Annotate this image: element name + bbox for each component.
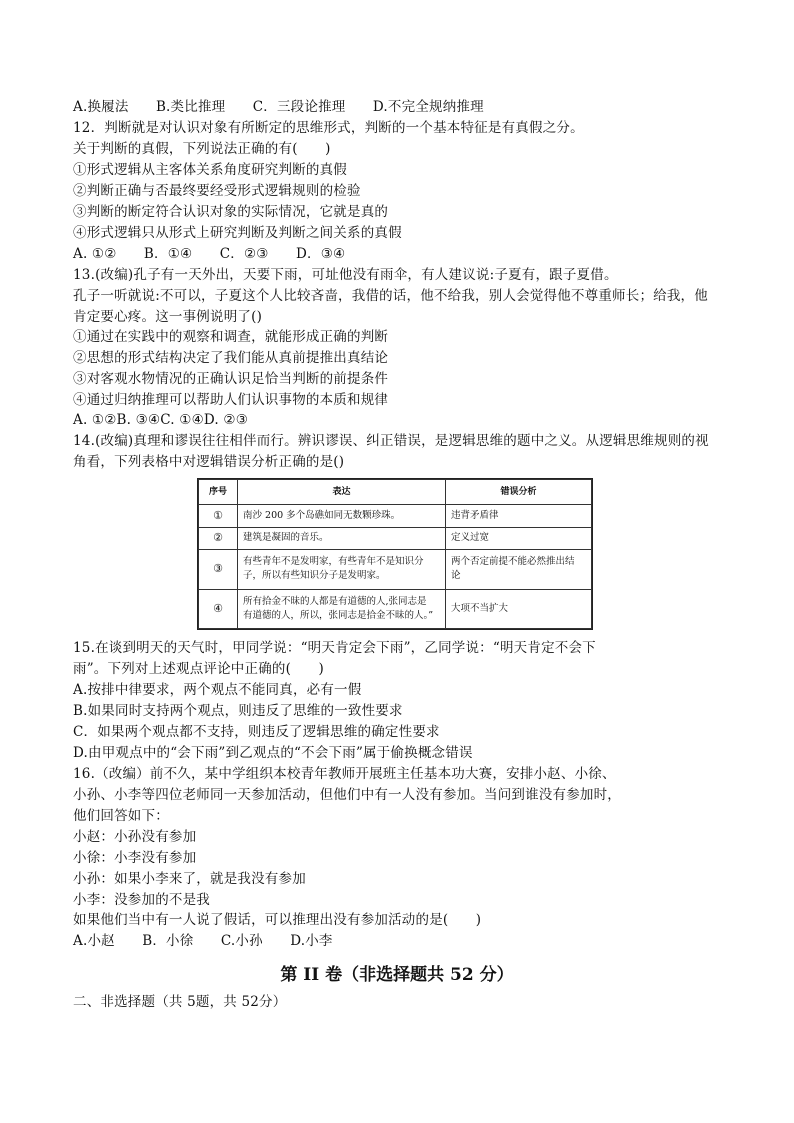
row-expression: 南沙 200 多个岛礁如同无数颗珍珠。 [238, 505, 446, 528]
q13-stem-line1: 13.(改编)孔子有一天外出，天要下雨，可址他没有雨伞，有人建议说:子夏有，跟子夏借。 [73, 267, 618, 283]
header-analysis: 错误分析 [446, 480, 592, 505]
q16-stem-line3: 他们回答如下： [73, 808, 169, 824]
q16-options: A.小赵 B．小徐 C.小孙 D.小李 [73, 933, 333, 949]
row-num: ③ [199, 550, 238, 589]
table-row [199, 589, 592, 628]
q12-item-3: ③判断的断定符合认识对象的实际情况，它就是真的 [73, 204, 389, 220]
q12-item-2: ②判断正确与否最终要经受形式逻辑规则的检验 [73, 183, 361, 199]
q12-options: A. ①② B．①④ C．②③ D．③④ [73, 246, 346, 262]
q13-item-2: ②思想的形式结构决定了我们能从真前提推出真结论 [73, 350, 389, 366]
table-row [199, 527, 592, 550]
row-analysis: 两个否定前提不能必然推出结 论 [446, 550, 592, 589]
q16-answer-3: 小孙：如果小李来了，就是我没有参加 [73, 871, 306, 887]
table-row [199, 505, 592, 528]
row-expression: 有些青年不是发明家，有些青年不是知识分 子，所以有些知识分子是发明家。 [238, 550, 446, 589]
q16-stem-line4: 如果他们当中有一人说了假话，可以推理出没有参加活动的是( ) [73, 912, 482, 928]
q15-stem-line2: 雨”。下列对上述观点评论中正确的( ) [73, 661, 324, 677]
q13-stem-line3: 肯定要心疼。这一事例说明了() [73, 309, 263, 325]
q15-stem-line1: 15.在谈到明天的天气时，甲同学说：“明天肯定会下雨”，乙同学说：“明天肯定不会下 [73, 640, 596, 656]
q16-answer-1: 小赵：小孙没有参加 [73, 829, 197, 845]
q12-stem-line2: 关于判断的真假，下列说法正确的有( ) [73, 141, 331, 157]
part2-subtitle: 二、非选择题（共 5题，共 52分） [73, 994, 287, 1010]
q12-item-1: ①形式逻辑从主客体关系角度研究判断的真假 [73, 162, 347, 178]
q15-option-a: A.按排中律要求，两个观点不能同真，必有一假 [73, 682, 362, 698]
q16-answer-4: 小李：没参加的不是我 [73, 892, 210, 908]
q13-item-1: ①通过在实践中的观察和调查，就能形成正确的判断 [73, 329, 389, 345]
row-num: ② [199, 527, 238, 550]
row-num: ④ [199, 589, 238, 628]
table-header-row [199, 480, 592, 505]
q16-stem-line1: 16.（改编）前不久，某中学组织本校青年教师开展班主任基本功大赛，安排小赵、小徐、 [73, 766, 616, 782]
q13-item-4: ④通过归纳推理可以帮助人们认识事物的本质和规律 [73, 392, 389, 408]
row-expression: 所有拾金不昧的人都是有道德的人,张同志是 有道德的人，所以，张同志是拾金不昧的人。” [238, 589, 446, 628]
q12-item-4: ④形式逻辑只从形式上研究判断及判断之间关系的真假 [73, 225, 402, 241]
row-analysis: 定义过宽 [446, 527, 592, 550]
q13-stem-line2: 孔子一听就说:不可以，子夏这个人比较吝啬，我借的话，他不给我，别人会觉得他不尊重师长；给我，他 [73, 288, 708, 304]
q13-options: A. ①②B. ③④C. ①④D. ②③ [73, 412, 249, 428]
q11-options: A.换履法 B.类比推理 C．三段论推理 D.不完全规纳推理 [73, 99, 484, 115]
q14-stem-line1: 14.(改编)真理和谬误往往相伴而行。辨识谬误、纠正错误，是逻辑思维的题中之义。从逻辑思维规则的视 [73, 433, 709, 449]
q16-stem-line2: 小孙、小李等四位老师同一天参加活动，但他们中有一人没有参加。当问到谁没有参加时， [73, 787, 621, 803]
header-expression: 表达 [238, 480, 446, 505]
row-expression: 建筑是凝固的音乐。 [238, 527, 446, 550]
q12-stem-line1: 12．判断就是对认识对象有所断定的思维形式，判断的一个基本特征是有真假之分。 [73, 120, 584, 136]
row-num: ① [199, 505, 238, 528]
q16-answer-2: 小徐：小李没有参加 [73, 850, 197, 866]
q14-stem-line2: 角看，下列表格中对逻辑错误分析正确的是() [73, 454, 345, 470]
q15-option-c: C．如果两个观点都不支持，则违反了逻辑思维的确定性要求 [73, 724, 440, 740]
q14-error-table [197, 478, 593, 630]
q15-option-d: D.由甲观点中的“会下雨”到乙观点的“不会下雨”属于偷换概念错误 [73, 745, 473, 761]
header-num: 序号 [199, 480, 238, 505]
row-analysis: 大项不当扩大 [446, 589, 592, 628]
q15-option-b: B.如果同时支持两个观点，则违反了思维的一致性要求 [73, 703, 403, 719]
table-row [199, 550, 592, 589]
part2-title: 第 II 卷（非选择题共 52 分） [280, 965, 514, 985]
row-analysis: 违背矛盾律 [446, 505, 592, 528]
q13-item-3: ③对客观水物情况的正确认识足恰当判断的前提条件 [73, 371, 389, 387]
